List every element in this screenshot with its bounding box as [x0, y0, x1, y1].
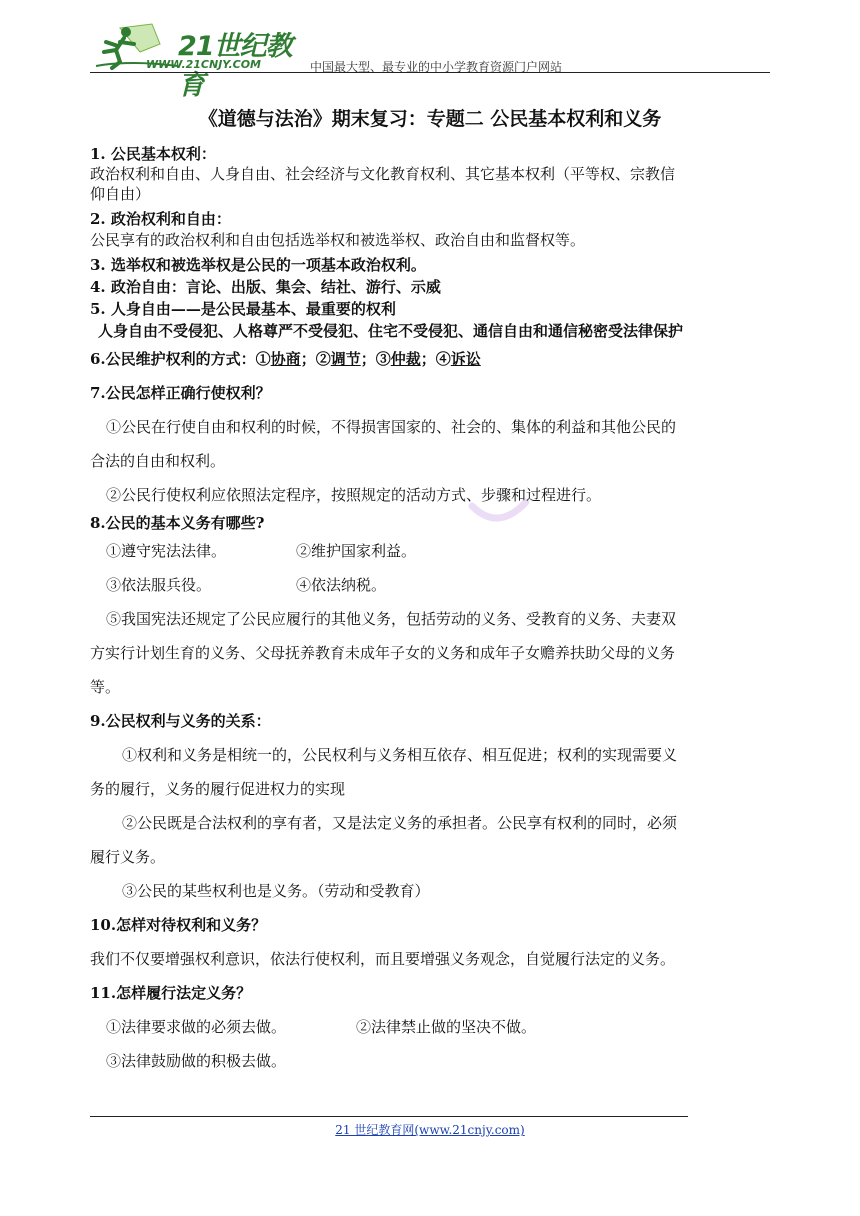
text-line: 政治权利和自由、人身自由、社会经济与文化教育权利、其它基本权利（平等权、宗教信 [90, 165, 676, 183]
method-litigate: 诉讼 [450, 350, 481, 368]
list-item: ④依法纳税。 [296, 576, 387, 594]
logo-url: WWW.21CNJY.COM [146, 58, 261, 71]
text-line: 仰自由） [90, 185, 151, 203]
header-slogan: 中国最大型、最专业的中小学教育资源门户网站 [310, 60, 563, 74]
separator: ；④ [420, 350, 451, 368]
text-line: 合法的自由和权利。 [90, 452, 226, 470]
list-item: ①法律要求做的必须去做。 [106, 1018, 287, 1036]
text-line: 人身自由不受侵犯、人格尊严不受侵犯、住宅不受侵犯、通信自由和通信秘密受法律保护 [98, 322, 684, 340]
method-arbitrate: 仲裁 [390, 350, 421, 368]
section-8-heading: 8.公民的基本义务有哪些? [90, 514, 265, 532]
section-11-heading: 11.怎样履行法定义务？ [90, 984, 252, 1002]
text-line: ②公民行使权利应依照法定程序，按照规定的活动方式、步骤和过程进行。 [106, 486, 602, 504]
watermark-icon [468, 498, 532, 528]
footer-site-link[interactable]: 21 世纪教育网(www.21cnjy.com) [335, 1123, 525, 1137]
section-10-heading: 10.怎样对待权利和义务？ [90, 916, 267, 934]
text-line: 方实行计划生育的义务、父母抚养教育未成年子女的义务和成年子女赡养扶助父母的义务 [90, 644, 676, 662]
section-3-heading: 3. 选举权和被选举权是公民的一项基本政治权利。 [90, 256, 426, 274]
text-line: ②公民既是合法权利的享有者，又是法定义务的承担者。公民享有权利的同时，必须 [122, 814, 678, 832]
text-line: ③公民的某些权利也是义务。（劳动和受教育） [122, 882, 430, 900]
site-logo[interactable] [90, 22, 295, 101]
section-6-heading [90, 350, 481, 368]
text-line: 履行义务。 [90, 848, 166, 866]
footer-divider [90, 1116, 688, 1117]
list-item: ②法律禁止做的坚决不做。 [356, 1018, 537, 1036]
list-item: ②维护国家利益。 [296, 542, 417, 560]
text-line: ⑤我国宪法还规定了公民应履行的其他义务，包括劳动的义务、受教育的义务、夫妻双 [106, 610, 677, 628]
list-item: ①遵守宪法法律。 [106, 542, 227, 560]
text-line: 务的履行，义务的履行促进权力的实现 [90, 780, 346, 798]
list-item: ③法律鼓励做的积极去做。 [106, 1052, 287, 1070]
section-4-heading: 4. 政治自由：言论、出版、集会、结社、游行、示威 [90, 278, 441, 296]
method-mediate: 调节 [330, 350, 361, 368]
text-line: ①权利和义务是相统一的，公民权利与义务相互依存、相互促进；权利的实现需要义 [122, 746, 678, 764]
method-negotiate: 协商 [270, 350, 301, 368]
logo-text: 21世纪教育 [178, 31, 292, 101]
text-line: 等。 [90, 678, 121, 696]
text-line: 我们不仅要增强权利意识，依法行使权利，而且要增强义务观念，自觉履行法定的义务。 [90, 950, 676, 968]
header-divider [90, 72, 770, 73]
section-5-heading: 5. 人身自由——是公民最基本、最重要的权利 [90, 300, 396, 318]
methods-prefix: 6.公民维护权利的方式：① [90, 350, 271, 368]
text-line: 公民享有的政治权利和自由包括选举权和被选举权、政治自由和监督权等。 [90, 231, 586, 249]
page-title: 《道德与法治》期末复习：专题二 公民基本权利和义务 [198, 108, 662, 130]
section-1-heading: 1. 公民基本权利： [90, 145, 216, 163]
list-item: ③依法服兵役。 [106, 576, 212, 594]
separator: ；② [300, 350, 331, 368]
text-line: ①公民在行使自由和权利的时候，不得损害国家的、社会的、集体的利益和其他公民的 [106, 418, 677, 436]
section-9-heading: 9.公民权利与义务的关系： [90, 712, 271, 730]
section-7-heading: 7.公民怎样正确行使权利？ [90, 384, 271, 402]
separator: ；③ [360, 350, 391, 368]
section-2-heading: 2. 政治权利和自由： [90, 210, 231, 228]
page-header [90, 22, 770, 101]
